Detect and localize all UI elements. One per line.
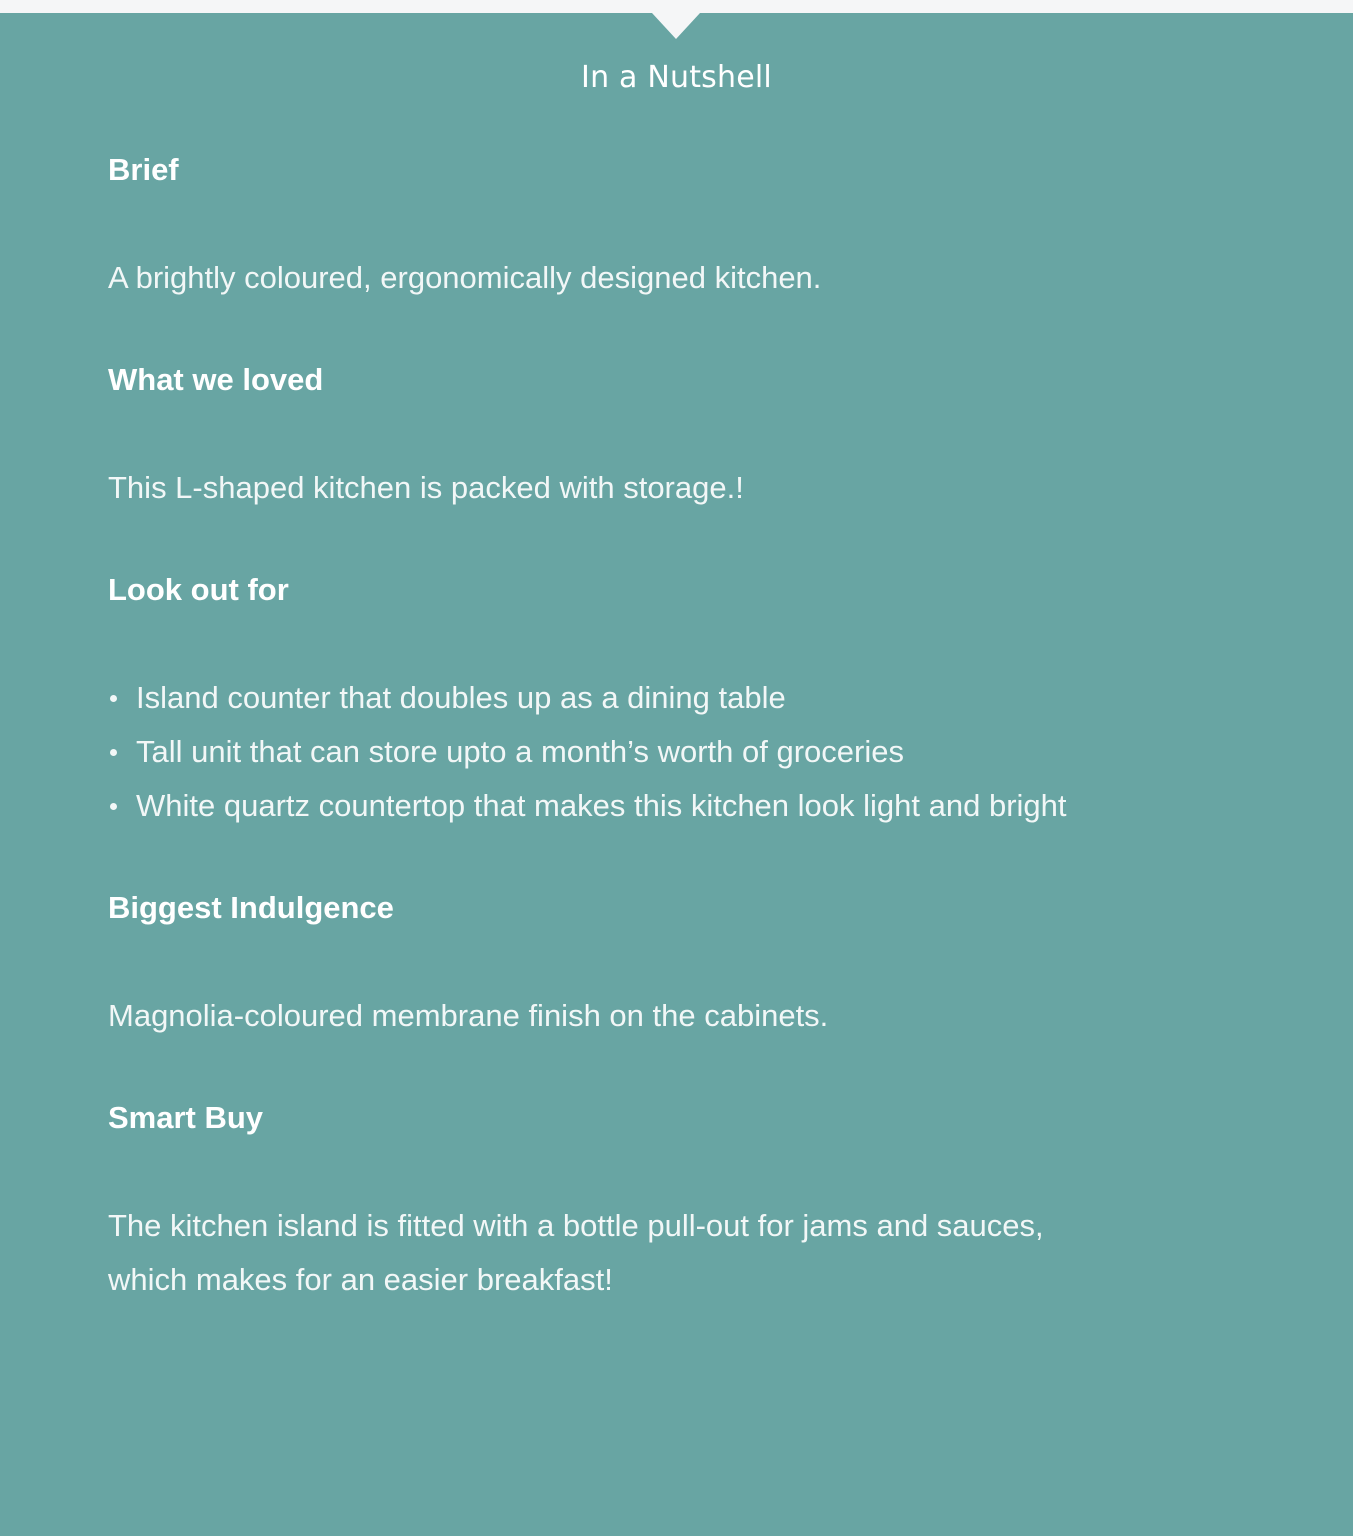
smartbuy-text-line-1: The kitchen island is fitted with a bottle pull-out for jams and sauces, [108,1208,1044,1243]
list-item [108,725,1258,779]
list-item [108,671,1258,725]
brief-heading: Brief [108,152,179,187]
brief-text: A brightly coloured, ergonomically designed kitchen. [108,260,822,295]
smartbuy-text-line-2: which makes for an easier breakfast! [108,1262,613,1297]
list-item [108,779,1258,833]
indulgence-heading: Biggest Indulgence [108,890,394,925]
section-what-we-loved [108,357,1258,515]
loved-heading: What we loved [108,362,324,397]
top-strip [0,0,1353,13]
section-brief [108,147,1258,305]
lookout-list [108,671,1258,833]
list-item-text: Island counter that doubles up as a dining table [136,680,786,715]
nutshell-panel [0,13,1353,1536]
notch-pointer [652,13,700,39]
bullet-icon [110,749,117,756]
panel-content [108,147,1258,1307]
section-smart-buy [108,1095,1258,1307]
loved-text: This L-shaped kitchen is packed with storage.! [108,470,744,505]
section-look-out-for [108,567,1258,833]
bullet-icon [110,695,117,702]
list-item-text: White quartz countertop that makes this kitchen look light and bright [136,788,1067,823]
bullet-icon [110,803,117,810]
smartbuy-heading: Smart Buy [108,1100,264,1135]
lookout-heading: Look out for [108,572,289,607]
panel-title: In a Nutshell [581,60,772,95]
list-item-text: Tall unit that can store upto a month’s worth of groceries [136,734,904,769]
section-biggest-indulgence [108,885,1258,1043]
indulgence-text: Magnolia-coloured membrane finish on the cabinets. [108,998,829,1033]
